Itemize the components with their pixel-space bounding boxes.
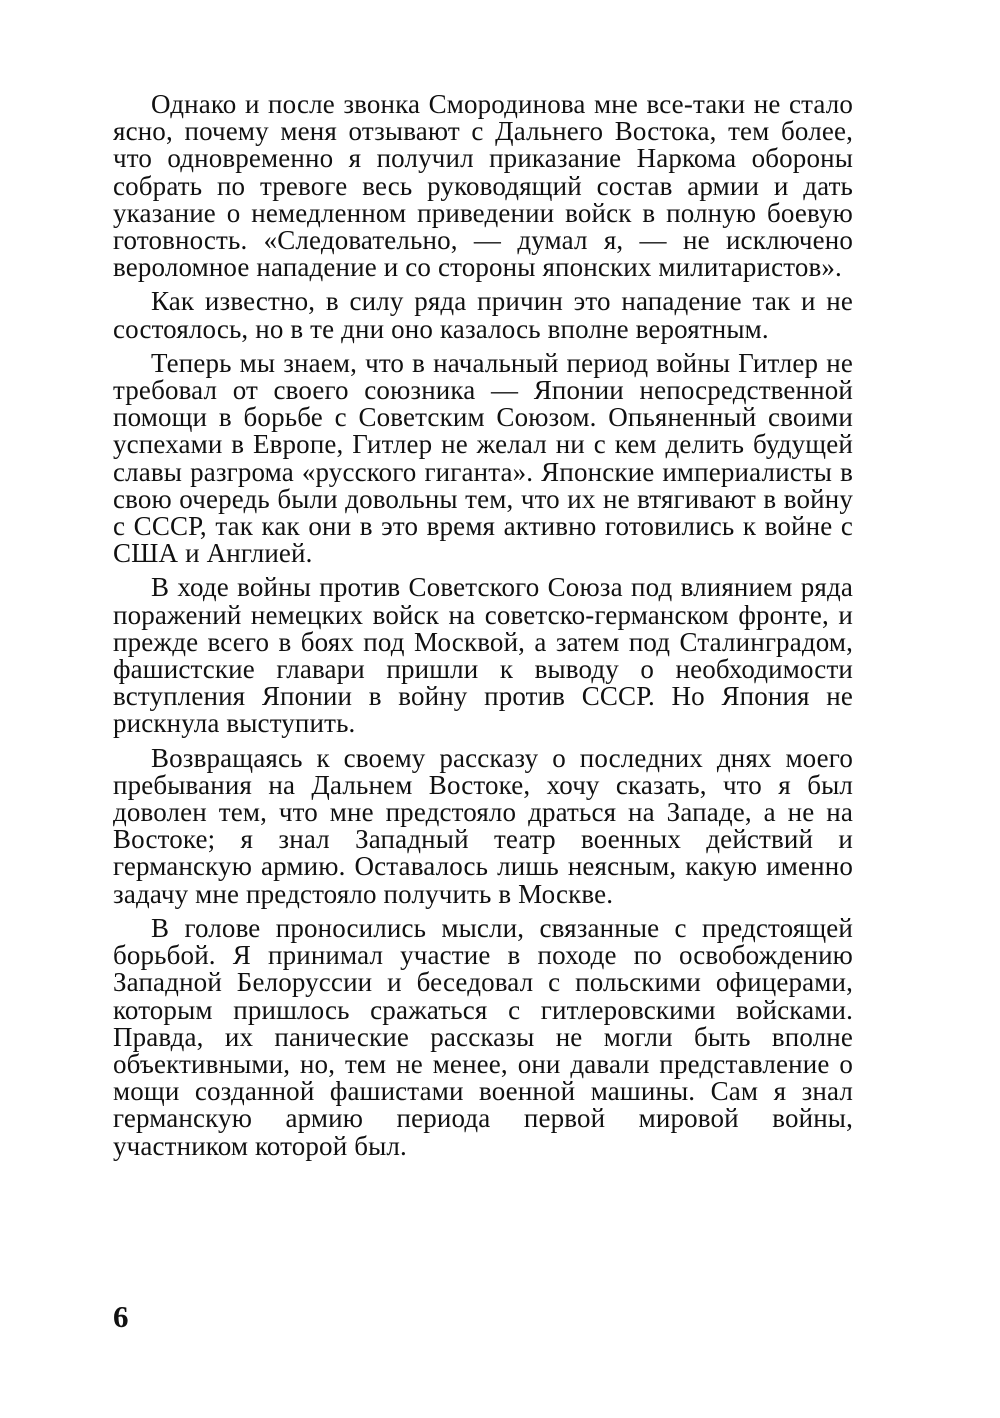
paragraph-2: Как известно, в силу ряда причин это нападение так и не состоялось, но в те дни оно казалось вполне вероятным. xyxy=(113,286,853,344)
paragraph-6: В голове проносились мысли, связанные с предстоящей борьбой. Я принимал участие в походе по освобождению Западной Белоруссии и беседовал с польскими офицерами, которым пришлось сражаться с гитлеровскими войсками. Правда, их панические рассказы не могли быть вполне объективными, но, тем не менее, они давали представление о мощи созданной фашистами военной машины. Сам я знал германскую армию периода первой мировой войны, участником которой был. xyxy=(113,912,853,1161)
paragraph-5: Возвращаясь к своему рассказу о последних днях моего пребывания на Дальнем Востоке, хочу сказать, что я был доволен тем, что мне предстояло драться на Западе, а не на Востоке; я знал Западный театр военных действий и германскую армию. Оставалось лишь неясным, какую именно задачу мне предстояло получить в Москве. xyxy=(113,742,853,909)
paragraph-3: Теперь мы знаем, что в начальный период войны Гитлер не требовал от своего союзника — Японии непосредственной помощи в борьбе с Советским Союзом. Опьяненный своими успехами в Европе, Гитлер не желал ни с кем делить будущей славы разгрома «русского гиганта». Японские империалисты в свою очередь были довольны тем, что их не втягивают в войну с СССР, так как они в это время активно готовились к войне с США и Англией. xyxy=(113,347,853,569)
body-text xyxy=(113,91,853,1167)
page-number: 6 xyxy=(113,1299,129,1334)
paragraph-1: Однако и после звонка Смородинова мне все-таки не стало ясно, почему меня отзывают с Дальнего Востока, тем более, что одновременно я получил приказание Наркома обороны собрать по тревоге весь руководящий состав армии и дать указание о немедленном приведении войск в полную боевую готовность. «Следовательно, — думал я, — не исключено вероломное нападение и со стороны японских милитаристов». xyxy=(113,89,853,283)
paragraph-4: В ходе войны против Советского Союза под влиянием ряда поражений немецких войск на советско-германском фронте, и прежде всего в боях под Москвой, а затем под Сталинградом, фашистские главари пришли к выводу о необходимости вступления Японии в войну против СССР. Но Япония не рискнула выступить. xyxy=(113,572,853,739)
